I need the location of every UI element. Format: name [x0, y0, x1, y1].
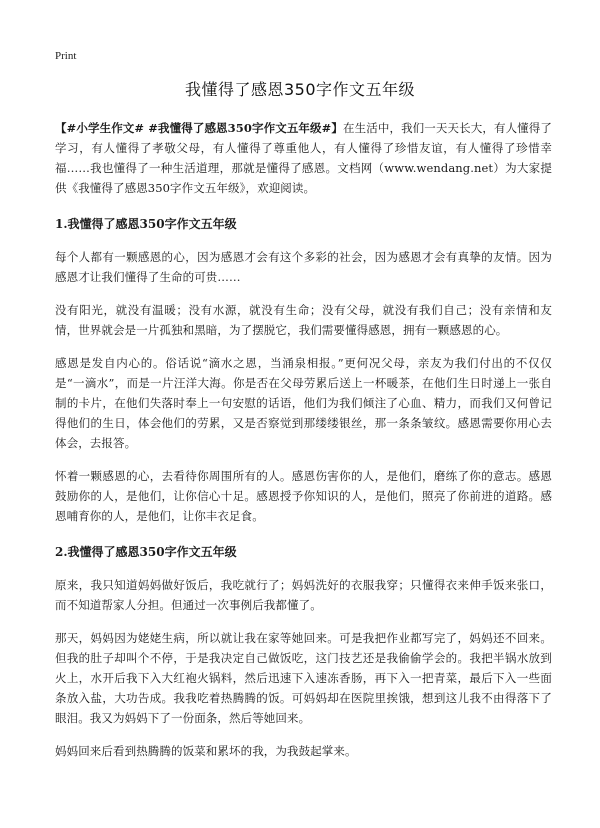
- body-paragraph: 没有阳光，就没有温暖；没有水源，就没有生命；没有父母，就没有我们自己；没有亲情和友情，世界就会是一片孤独和黑暗，为了摆脱它，我们需要懂得感恩，拥有一颗感恩的心。: [55, 303, 552, 337]
- section-heading: 2.我懂得了感恩350字作文五年级: [55, 545, 237, 559]
- print-link[interactable]: Print: [55, 50, 77, 62]
- body-paragraph: 那天，妈妈因为姥姥生病，所以就让我在家等她回来。可是我把作业都写完了，妈妈还不回来。但我的肚子却叫个不停，于是我决定自己做饭吃，这门技艺还是我偷偷学会的。我把半锅水放到火上，水开后我下入大红袍火锅料，然后迅速下入速冻香肠，再下入一把青菜，最后下入一些面条放入盐，大功告成。我我吃着热腾腾的饭。可妈妈却在医院里挨饿，想到这儿我不由得落下了眼泪。我又为妈妈下了一份面条，然后等她回来。: [55, 631, 552, 725]
- article-body: [55, 118, 552, 774]
- body-paragraph: 每个人都有一颗感恩的心，因为感恩才会有这个多彩的社会，因为感恩才会有真挚的友情。因为感恩才让我们懂得了生命的可贵……: [55, 250, 552, 284]
- body-paragraph: 妈妈回来后看到热腾腾的饭菜和累坏的我，为我鼓起掌来。: [55, 744, 357, 758]
- body-paragraph: 感恩是发自内心的。俗话说“滴水之恩，当涌泉相报。”更何况父母，亲友为我们付出的不仅仅是“一滴水”，而是一片汪洋大海。你是否在父母劳累后送上一杯暖茶，在他们生日时递上一张自制的卡片，在他们失落时奉上一句安慰的话语，他们为我们倾注了心血、精力，而我们又何曾记得他们的生日，体会他们的劳累，又是否察觉到那缕缕银丝，那一条条皱纹。感恩需要你用心去体会，去报答。: [55, 356, 552, 450]
- body-paragraph: 原来，我只知道妈妈做好饭后，我吃就行了；妈妈洗好的衣服我穿；只懂得衣来伸手饭来张口，而不知道帮家人分担。但通过一次事例后我都懂了。: [55, 578, 552, 612]
- section-heading: 1.我懂得了感恩350字作文五年级: [55, 217, 237, 231]
- body-paragraph: 怀着一颗感恩的心，去看待你周围所有的人。感恩伤害你的人，是他们，磨练了你的意志。感恩鼓励你的人，是他们，让你信心十足。感恩授予你知识的人，是他们，照亮了你前进的道路。感恩哺育你的人，是他们，让你丰衣足食。: [55, 469, 552, 523]
- intro-tags: 【#小学生作文# #我懂得了感恩350字作文五年级#】: [55, 121, 344, 135]
- page-title: 我懂得了感恩350字作文五年级: [184, 80, 416, 99]
- intro-paragraph: [55, 118, 552, 198]
- intro-text: 在生活中，我们一天天长大，有人懂得了学习，有人懂得了孝敬父母，有人懂得了尊重他人，有人懂得了珍惜友谊，有人懂得了珍惜幸福……我也懂得了一种生活道理，那就是懂得了感恩。文档网（www.wendang.net）为大家提供《我懂得了感恩350字作文五年级》，欢迎阅读。: [55, 121, 552, 195]
